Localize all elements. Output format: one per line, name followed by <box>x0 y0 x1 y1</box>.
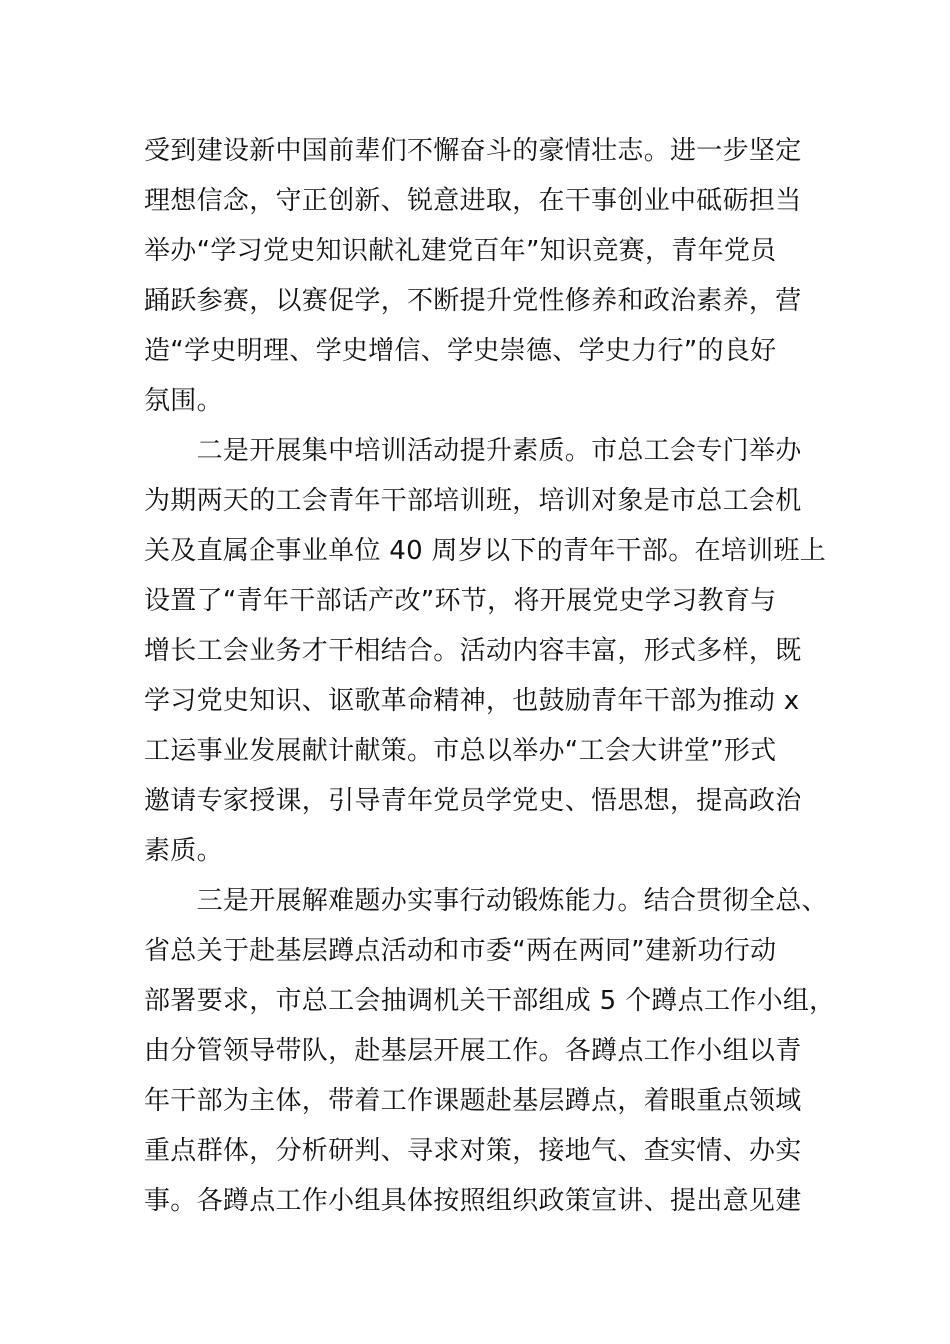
text-line: 踊跃参赛，以赛促学，不断提升党性修养和政治素养，营 <box>144 286 802 316</box>
text-line: 造“学史明理、学史增信、学史崇德、学史力行”的良好 <box>144 336 777 366</box>
body-text <box>144 126 836 1226</box>
text-line: 三是开展解难题办实事行动锻炼能力。结合贯彻全总、 <box>144 886 828 916</box>
text-line: 工运事业发展献计献策。市总以举办“工会大讲堂”形式 <box>144 736 777 766</box>
text-line: 增长工会业务才干相结合。活动内容丰富，形式多样，既 <box>144 636 802 666</box>
text-line: 受到建设新中国前辈们不懈奋斗的豪情壮志。进一步坚定 <box>144 136 802 166</box>
text-line: 部署要求，市总工会抽调机关干部组成 5 个蹲点工作小组， <box>144 986 836 1016</box>
text-line: 素质。 <box>144 836 223 866</box>
text-line: 氛围。 <box>144 386 223 416</box>
text-line: 事。各蹲点工作小组具体按照组织政策宣讲、提出意见建 <box>144 1186 802 1216</box>
text-line: 举办“学习党史知识献礼建党百年”知识竞赛，青年党员 <box>144 236 777 266</box>
text-line: 由分管领导带队，赴基层开展工作。各蹲点工作小组以青 <box>144 1036 802 1066</box>
text-line: 年干部为主体，带着工作课题赴基层蹲点，着眼重点领域 <box>144 1086 802 1116</box>
text-line: 理想信念，守正创新、锐意进取，在干事创业中砥砺担当 <box>144 186 802 216</box>
text-line: 为期两天的工会青年干部培训班，培训对象是市总工会机 <box>144 486 802 516</box>
text-line: 二是开展集中培训活动提升素质。市总工会专门举办 <box>144 436 802 466</box>
text-line: 省总关于赴基层蹲点活动和市委“两在两同”建新功行动 <box>144 936 777 966</box>
text-line: 关及直属企事业单位 40 周岁以下的青年干部。在培训班上 <box>144 536 827 566</box>
text-line: 邀请专家授课，引导青年党员学党史、悟思想，提高政治 <box>144 786 802 816</box>
text-line: 学习党史知识、讴歌革命精神，也鼓励青年干部为推动 x <box>144 686 800 716</box>
text-line: 重点群体，分析研判、寻求对策，接地气、查实情、办实 <box>144 1136 802 1166</box>
text-line: 设置了“青年干部话产改”环节，将开展党史学习教育与 <box>144 586 777 616</box>
